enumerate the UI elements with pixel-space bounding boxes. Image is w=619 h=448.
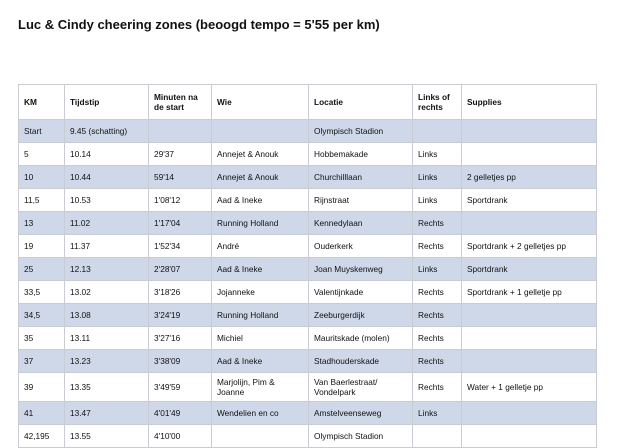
cell-minuten: 29'37 [149,143,212,166]
cell-km: 5 [19,143,65,166]
table-row [19,212,597,235]
cell-wie: Wendelien en co [212,402,309,425]
cell-locatie: Van Baerlestraat/ Vondelpark [309,373,413,402]
cell-tijdstip: 13.02 [65,281,149,304]
cell-links-rechts: Links [413,166,462,189]
cell-tijdstip: 10.53 [65,189,149,212]
cell-wie: André [212,235,309,258]
cell-wie: Running Holland [212,304,309,327]
cell-locatie: Stadhouderskade [309,350,413,373]
header-supplies: Supplies [462,85,597,120]
cell-tijdstip: 12.13 [65,258,149,281]
cell-links-rechts [413,120,462,143]
cell-minuten: 4'10'00 [149,425,212,448]
cell-supplies: Sportdrank [462,258,597,281]
cell-supplies [462,143,597,166]
header-links-rechts: Links of rechts [413,85,462,120]
cell-km: Start [19,120,65,143]
cell-locatie: Hobbemakade [309,143,413,166]
cell-wie: Running Holland [212,212,309,235]
cell-minuten: 3'24'19 [149,304,212,327]
cell-wie: Annejet & Anouk [212,166,309,189]
cell-tijdstip: 13.11 [65,327,149,350]
cell-locatie: Rijnstraat [309,189,413,212]
cell-supplies [462,350,597,373]
cell-wie: Michiel [212,327,309,350]
table-row [19,120,597,143]
header-locatie: Locatie [309,85,413,120]
cell-tijdstip: 10.44 [65,166,149,189]
table-row [19,425,597,448]
cell-tijdstip: 9.45 (schatting) [65,120,149,143]
cell-wie: Annejet & Anouk [212,143,309,166]
cell-links-rechts: Rechts [413,212,462,235]
cell-supplies [462,425,597,448]
cell-locatie: Ouderkerk [309,235,413,258]
header-km: KM [19,85,65,120]
cell-km: 11,5 [19,189,65,212]
cell-supplies [462,402,597,425]
page-title: Luc & Cindy cheering zones (beoogd tempo = 5'55 per km) [18,17,380,32]
cell-tijdstip: 13.35 [65,373,149,402]
header-minuten: Minuten na de start [149,85,212,120]
cell-supplies: 2 gelletjes pp [462,166,597,189]
table-body [19,120,597,448]
cell-supplies: Sportdrank + 1 gelletje pp [462,281,597,304]
cell-locatie: Joan Muyskenweg [309,258,413,281]
cell-minuten: 4'01'49 [149,402,212,425]
header-wie: Wie [212,85,309,120]
cell-minuten: 3'18'26 [149,281,212,304]
cell-minuten: 1'17'04 [149,212,212,235]
cell-locatie: Kennedylaan [309,212,413,235]
table-row [19,304,597,327]
cell-links-rechts: Links [413,402,462,425]
cell-links-rechts: Rechts [413,327,462,350]
cell-locatie: Olympisch Stadion [309,120,413,143]
cell-tijdstip: 10.14 [65,143,149,166]
cell-tijdstip: 13.23 [65,350,149,373]
cell-wie [212,120,309,143]
cell-tijdstip: 11.02 [65,212,149,235]
cell-links-rechts: Links [413,258,462,281]
cell-links-rechts: Rechts [413,281,462,304]
table-row [19,373,597,402]
table-row [19,327,597,350]
cell-tijdstip: 11.37 [65,235,149,258]
cell-km: 39 [19,373,65,402]
cell-wie: Marjolijn, Pim & Joanne [212,373,309,402]
table-row [19,281,597,304]
cell-minuten: 3'49'59 [149,373,212,402]
cell-supplies [462,304,597,327]
cell-locatie: Zeeburgerdijk [309,304,413,327]
cell-tijdstip: 13.08 [65,304,149,327]
table-row [19,258,597,281]
cell-minuten: 3'38'09 [149,350,212,373]
table-row [19,143,597,166]
cell-locatie: Valentijnkade [309,281,413,304]
cell-locatie: Churchilllaan [309,166,413,189]
cell-minuten: 1'52'34 [149,235,212,258]
cell-wie [212,425,309,448]
cell-links-rechts: Rechts [413,235,462,258]
cell-supplies [462,327,597,350]
cell-supplies: Water + 1 gelletje pp [462,373,597,402]
cell-minuten: 59'14 [149,166,212,189]
cell-wie: Aad & Ineke [212,350,309,373]
cell-km: 13 [19,212,65,235]
cell-km: 37 [19,350,65,373]
table-row [19,402,597,425]
table-row [19,166,597,189]
cell-links-rechts [413,425,462,448]
table-row [19,235,597,258]
cell-minuten: 2'28'07 [149,258,212,281]
cell-links-rechts: Rechts [413,373,462,402]
cell-wie: Aad & Ineke [212,258,309,281]
cell-wie: Jojanneke [212,281,309,304]
cell-km: 10 [19,166,65,189]
cell-links-rechts: Rechts [413,350,462,373]
cell-km: 34,5 [19,304,65,327]
header-row [19,85,597,120]
cell-tijdstip: 13.47 [65,402,149,425]
cell-minuten [149,120,212,143]
cell-wie: Aad & Ineke [212,189,309,212]
cell-supplies: Sportdrank + 2 gelletjes pp [462,235,597,258]
cell-km: 33,5 [19,281,65,304]
cell-links-rechts: Rechts [413,304,462,327]
cell-minuten: 3'27'16 [149,327,212,350]
cell-supplies [462,120,597,143]
cell-locatie: Olympisch Stadion [309,425,413,448]
cell-tijdstip: 13.55 [65,425,149,448]
header-tijdstip: Tijdstip [65,85,149,120]
cell-km: 19 [19,235,65,258]
cell-km: 41 [19,402,65,425]
table-row [19,189,597,212]
cell-locatie: Amstelveenseweg [309,402,413,425]
cell-km: 35 [19,327,65,350]
cell-km: 25 [19,258,65,281]
cell-links-rechts: Links [413,143,462,166]
table-row [19,350,597,373]
cheering-zones-table [18,84,597,448]
cell-locatie: Mauritskade (molen) [309,327,413,350]
cell-supplies: Sportdrank [462,189,597,212]
cell-links-rechts: Links [413,189,462,212]
cell-minuten: 1'08'12 [149,189,212,212]
cell-km: 42,195 [19,425,65,448]
cell-supplies [462,212,597,235]
